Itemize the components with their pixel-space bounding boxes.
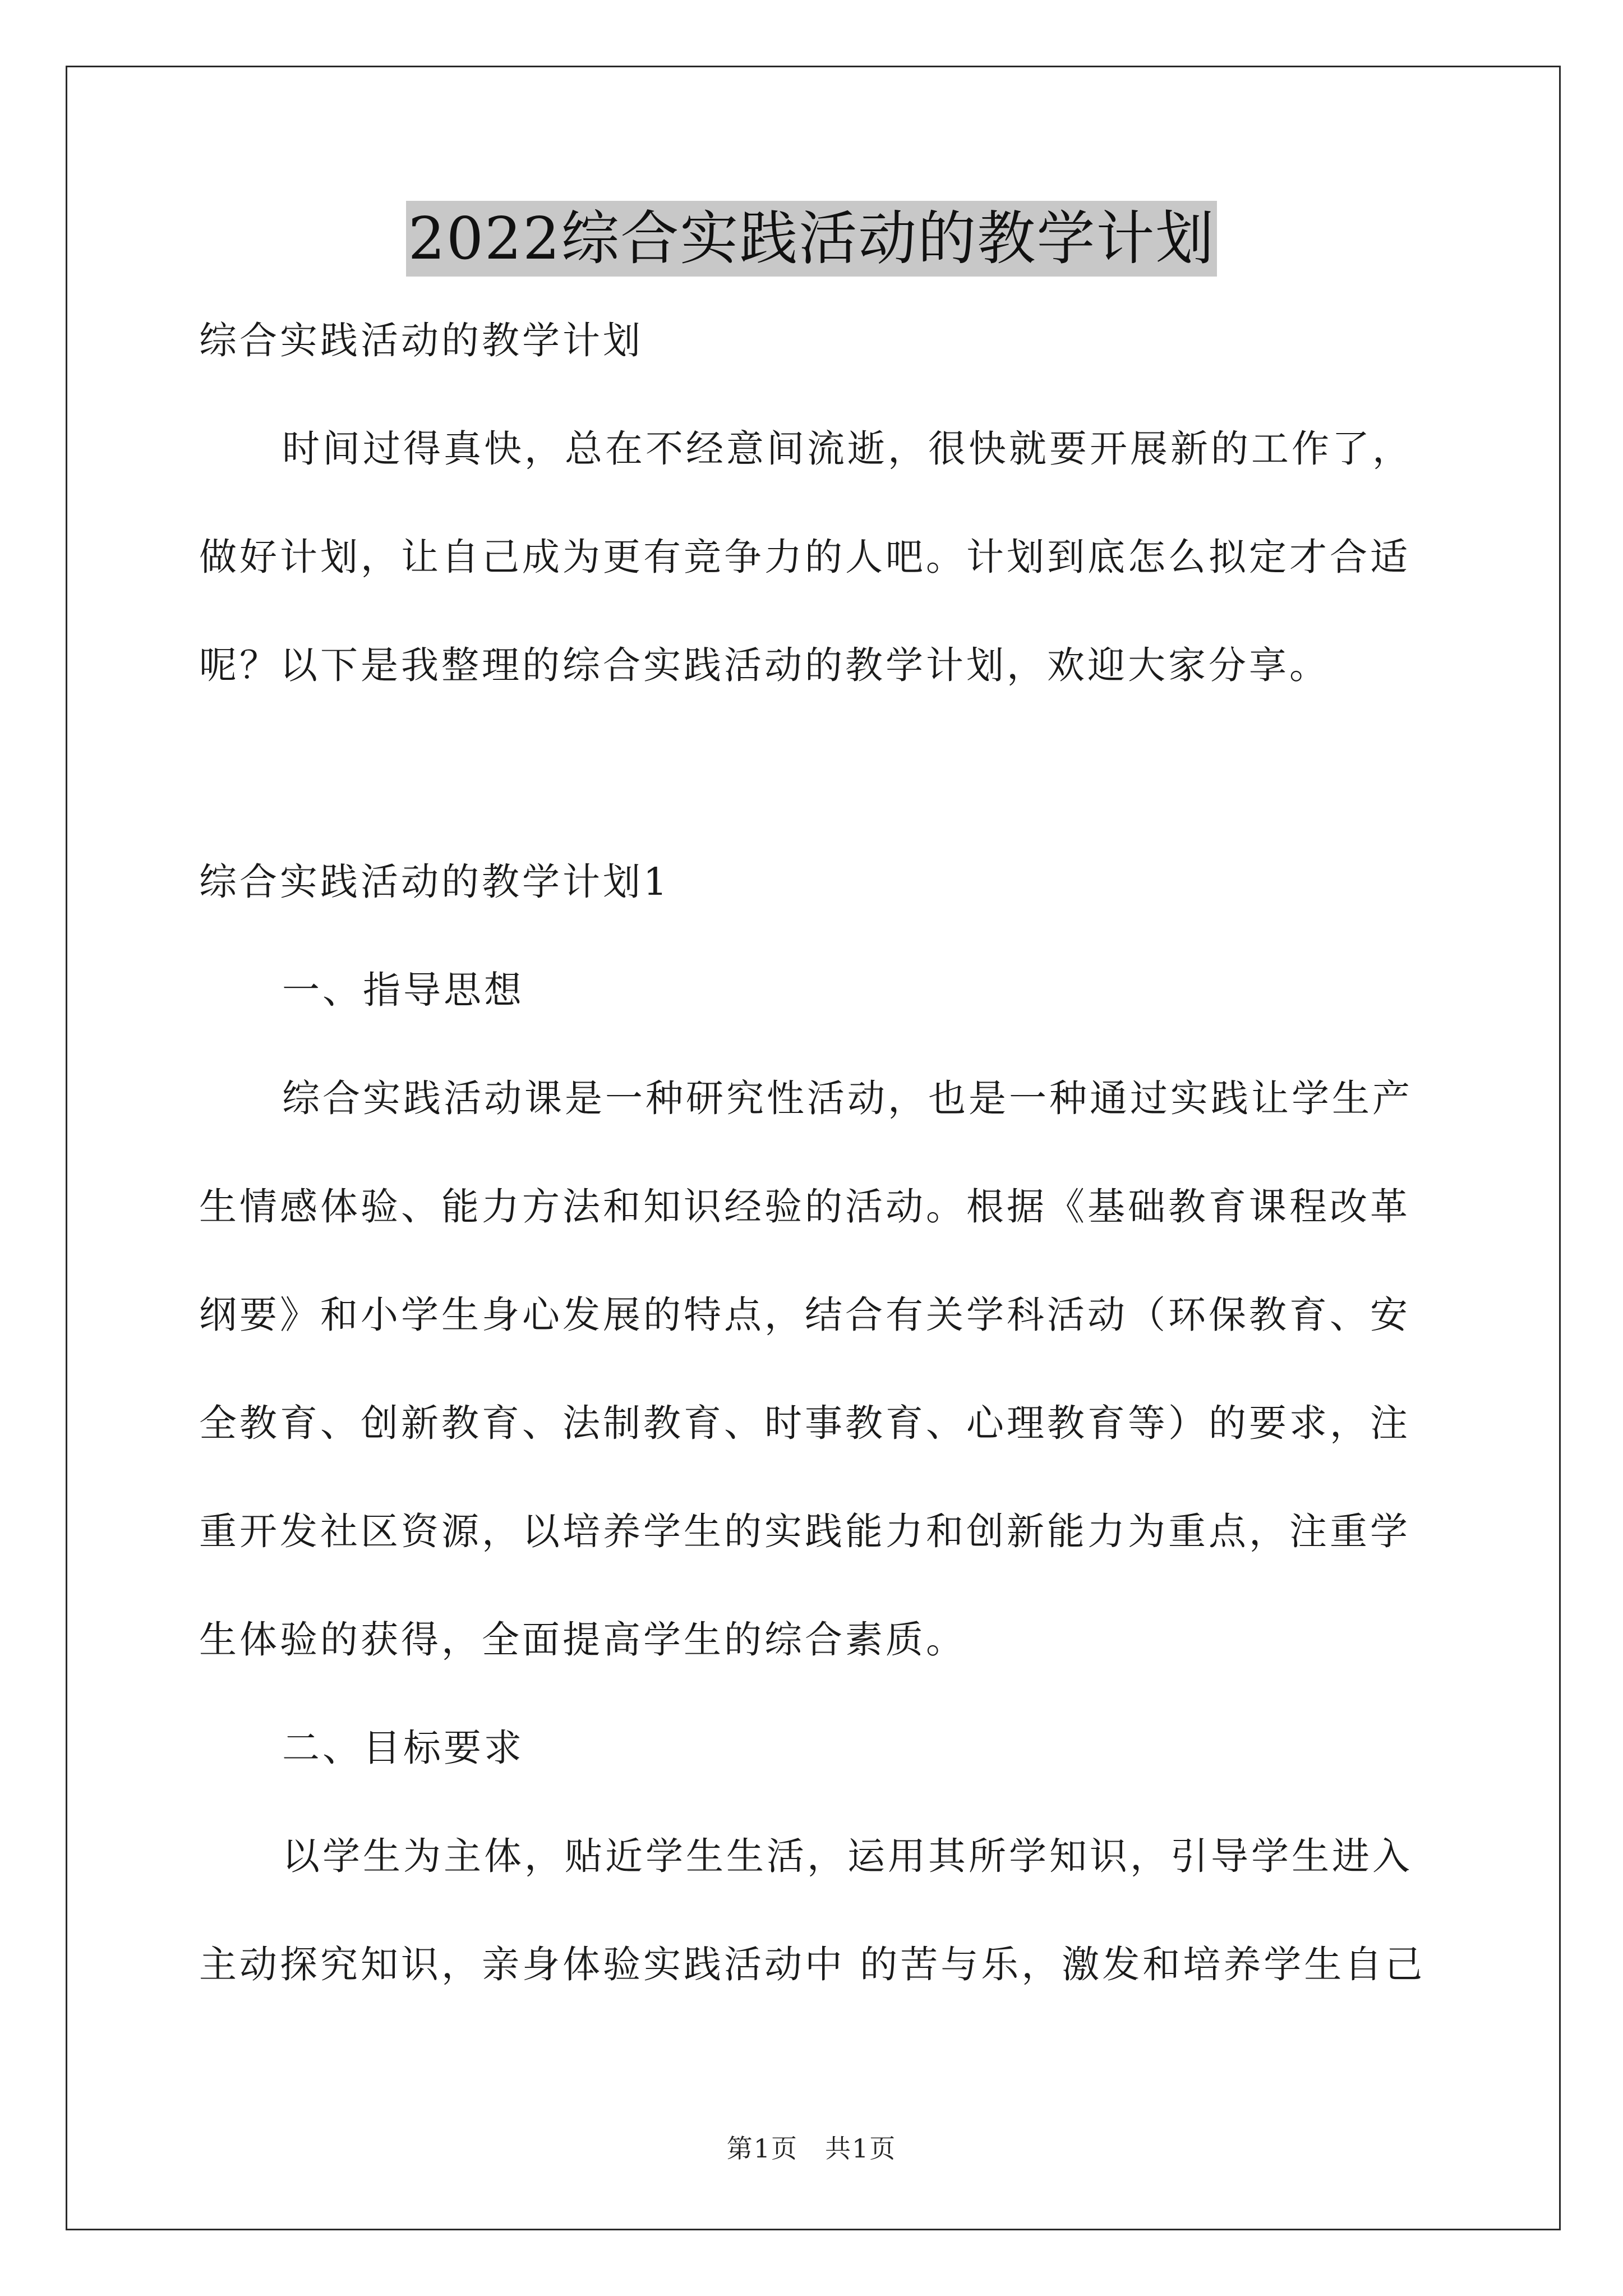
- guiding-ideology-paragraph: [199, 1072, 1427, 1667]
- paragraph-line: 做好计划，让自己成为更有竞争力的人吧。计划到底怎么拟定才合适: [199, 535, 1410, 579]
- paragraph-line: 时间过得真快，总在不经意间流逝，很快就要开展新的工作了，: [282, 427, 1413, 471]
- paragraph-line: 生体验的获得，全面提高学生的综合素质。: [199, 1618, 966, 1662]
- paragraph-line: 以学生为主体，贴近学生生活，运用其所学知识，引导学生进入: [282, 1834, 1413, 1878]
- document-title: 2022综合实践活动的教学计划: [406, 201, 1218, 277]
- paragraph-line: 全教育、创新教育、法制教育、时事教育、心理教育等）的要求，注: [199, 1401, 1410, 1445]
- paragraph-line: 主动探究知识，亲身体验实践活动中 的苦与乐，激发和培养学生自己: [199, 1943, 1426, 1986]
- title-container: [0, 201, 1623, 277]
- heading-goals: 二、目标要求: [282, 1726, 524, 1770]
- paragraph-line: 纲要》和小学生身心发展的特点，结合有关学科活动（环保教育、安: [199, 1293, 1410, 1337]
- document-subtitle: 综合实践活动的教学计划: [199, 319, 643, 362]
- document-body: [199, 314, 1427, 2046]
- heading-guiding-ideology: 一、指导思想: [282, 968, 524, 1012]
- spacer: [199, 747, 1427, 855]
- paragraph-line: 重开发社区资源，以培养学生的实践能力和创新能力为重点，注重学: [199, 1510, 1410, 1553]
- paragraph-line: 生情感体验、能力方法和知识经验的活动。根据《基础教育课程改革: [199, 1185, 1410, 1228]
- paragraph-line: 综合实践活动课是一种研究性活动，也是一种通过实践让学生产: [282, 1076, 1413, 1120]
- goals-paragraph: [199, 1830, 1427, 1991]
- paragraph-line: 呢？以下是我整理的综合实践活动的教学计划，欢迎大家分享。: [199, 643, 1330, 687]
- page-footer: 第1页 共1页: [726, 2133, 897, 2164]
- section-title: 综合实践活动的教学计划1: [199, 860, 670, 904]
- intro-paragraph: [199, 422, 1427, 692]
